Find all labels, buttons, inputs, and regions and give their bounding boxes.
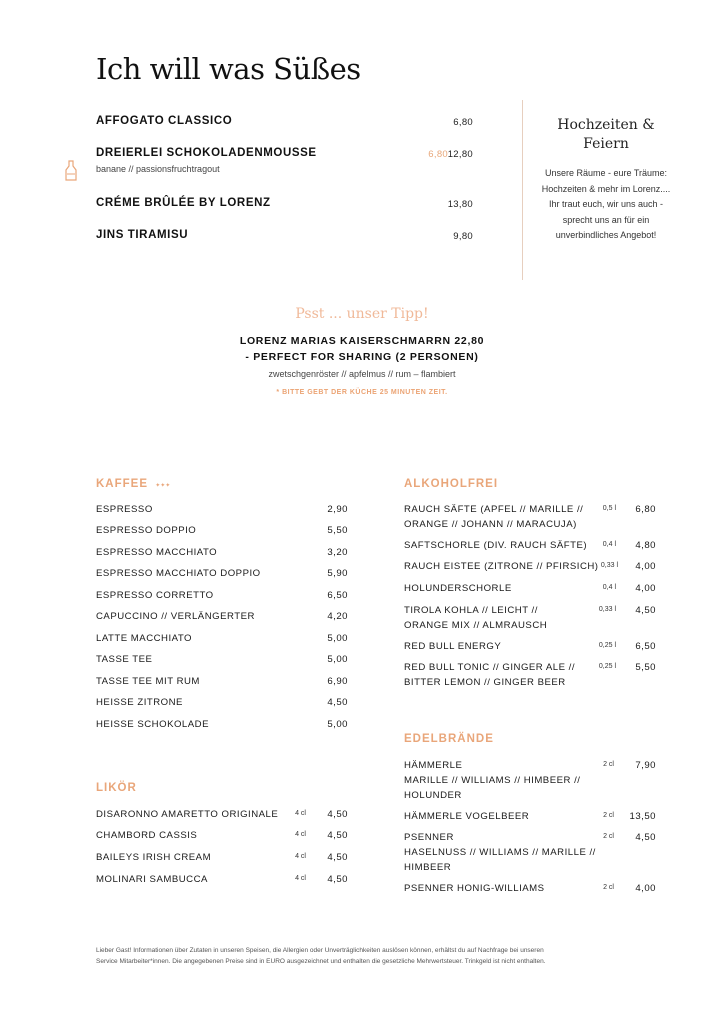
item-price: 2,90 bbox=[327, 504, 348, 515]
item-price: 6,50 bbox=[635, 641, 656, 652]
list-item: ESPRESSO CORRETTO bbox=[96, 590, 214, 601]
list-item-line: PSENNER HONIG-WILLIAMS bbox=[404, 883, 545, 894]
item-price: 5,00 bbox=[327, 654, 348, 665]
sidebar-title: Hochzeiten & Feiern bbox=[557, 117, 655, 152]
item-price: 4,50 bbox=[327, 874, 348, 885]
list-item: ESPRESSO MACCHIATO bbox=[96, 547, 218, 558]
tipp-line-2: - PERFECT FOR SHARING (2 PERSONEN) bbox=[245, 351, 479, 363]
tipp-note: * BITTE GEBT DER KÜCHE 25 MINUTEN ZEIT. bbox=[276, 389, 448, 396]
list-item: BAILEYS IRISH CREAM bbox=[96, 852, 212, 863]
item-price: 4,50 bbox=[327, 830, 348, 841]
list-item: DISARONNO AMARETTO ORIGINALE bbox=[96, 809, 279, 820]
item-volume: 4 cl bbox=[295, 831, 306, 838]
item-price: 4,00 bbox=[635, 583, 656, 594]
item-price: 6,90 bbox=[327, 676, 348, 687]
list-item: TASSE TEE bbox=[96, 654, 153, 665]
item-volume: 0,5 l bbox=[602, 505, 616, 512]
bottle-icon bbox=[64, 160, 78, 182]
coffee-beans-icon: ✦✦✦ bbox=[155, 483, 171, 489]
item-price: 13,50 bbox=[629, 811, 656, 822]
list-item-line: BITTER LEMON // GINGER BEER bbox=[404, 677, 566, 688]
list-item: HEISSE ZITRONE bbox=[96, 697, 183, 708]
list-item: ESPRESSO MACCHIATO DOPPIO bbox=[96, 568, 261, 579]
item-price: 4,80 bbox=[635, 540, 656, 551]
list-item-line: RED BULL ENERGY bbox=[404, 641, 502, 652]
item-volume: 0,4 l bbox=[602, 584, 616, 591]
item-price: 5,00 bbox=[327, 633, 348, 644]
dessert-price: 9,80 bbox=[453, 231, 473, 242]
list-item-line: SAFTSCHORLE (DIV. RAUCH SÄFTE) bbox=[404, 540, 588, 551]
list-item-line: RAUCH EISTEE (ZITRONE // PFIRSICH) bbox=[404, 561, 599, 572]
item-price: 5,50 bbox=[327, 525, 348, 536]
section-heading-edelbraende: EDELBRÄNDE bbox=[404, 733, 494, 745]
item-price: 5,50 bbox=[635, 662, 656, 673]
list-item-line: PSENNER bbox=[404, 832, 454, 843]
list-item-line: HIMBEER bbox=[404, 862, 452, 873]
section-heading-likoer: LIKÖR bbox=[96, 782, 137, 794]
vertical-divider bbox=[522, 100, 523, 280]
item-price: 5,00 bbox=[327, 719, 348, 730]
tipp-line-1: LORENZ MARIAS KAISERSCHMARRN 22,80 bbox=[239, 335, 485, 347]
item-volume: 0,33 l bbox=[598, 606, 616, 613]
item-volume: 0,4 l bbox=[602, 541, 616, 548]
item-volume: 2 cl bbox=[603, 761, 614, 768]
page-title: Ich will was Süßes bbox=[96, 52, 361, 86]
item-price: 4,50 bbox=[327, 697, 348, 708]
dessert-price: 12,80 bbox=[447, 149, 473, 160]
list-item: ESPRESSO DOPPIO bbox=[96, 525, 197, 536]
list-item-line: HÄMMERLE bbox=[404, 760, 463, 771]
list-item-line: HOLUNDERSCHORLE bbox=[404, 583, 512, 594]
dessert-price: 13,80 bbox=[447, 199, 473, 210]
item-volume: 4 cl bbox=[295, 810, 306, 817]
item-volume: 0,33 l bbox=[600, 562, 618, 569]
footer-note bbox=[96, 945, 628, 967]
item-volume: 0,25 l bbox=[598, 663, 616, 670]
list-item-line: TIROLA KOHLA // LEICHT // bbox=[404, 605, 538, 616]
item-volume: 2 cl bbox=[603, 884, 614, 891]
section-heading-kaffee bbox=[96, 478, 170, 490]
item-volume: 4 cl bbox=[295, 875, 306, 882]
tipp-description: zwetschgenröster // apfelmus // rum – flambiert bbox=[268, 369, 456, 379]
dessert-description: banane // passionsfruchtragout bbox=[96, 164, 220, 174]
list-item-line: HOLUNDER bbox=[404, 790, 462, 801]
item-price: 7,90 bbox=[635, 760, 656, 771]
tipp-title: Psst ... unser Tipp! bbox=[295, 306, 429, 322]
item-price: 4,50 bbox=[635, 832, 656, 843]
list-item: TASSE TEE MIT RUM bbox=[96, 676, 200, 687]
kaffee-heading-label: KAFFEE bbox=[96, 478, 148, 490]
list-item: CAPUCCINO // VERLÄNGERTER bbox=[96, 611, 255, 622]
list-item-line: MARILLE // WILLIAMS // HIMBEER // bbox=[404, 775, 581, 786]
item-price: 4,50 bbox=[327, 852, 348, 863]
item-price: 6,50 bbox=[327, 590, 348, 601]
section-heading-alkoholfrei: ALKOHOLFREI bbox=[404, 478, 499, 490]
dessert-name: DREIERLEI SCHOKOLADENMOUSSE bbox=[96, 147, 317, 159]
item-price: 4,00 bbox=[635, 883, 656, 894]
list-item: CHAMBORD CASSIS bbox=[96, 830, 198, 841]
list-item-line: HÄMMERLE VOGELBEER bbox=[404, 811, 530, 822]
dessert-alt-price: 6,80 bbox=[428, 149, 448, 160]
footer-line-2: Service Mitarbeiter*innen. Die angegebenen Preise sind in EURO ausgezeichnet und enthalten die gesetzliche Mehrwertsteuer. Trinkgeld ist nicht enthalten. bbox=[96, 958, 546, 965]
sidebar-text: Unsere Räume - eure Träume: Hochzeiten & mehr im Lorenz.... Ihr traut euch, wir uns auch - sprecht uns an für ein unverbindliches Angebot! bbox=[541, 168, 671, 240]
item-price: 3,20 bbox=[327, 547, 348, 558]
list-item-line: HASELNUSS // WILLIAMS // MARILLE // bbox=[404, 847, 596, 858]
item-price: 4,50 bbox=[327, 809, 348, 820]
list-item: HEISSE SCHOKOLADE bbox=[96, 719, 209, 730]
item-price: 4,50 bbox=[635, 605, 656, 616]
list-item-line: ORANGE MIX // ALMRAUSCH bbox=[404, 620, 548, 631]
dessert-name: AFFOGATO CLASSICO bbox=[96, 115, 233, 127]
item-price: 5,90 bbox=[327, 568, 348, 579]
list-item-line: RED BULL TONIC // GINGER ALE // bbox=[404, 662, 575, 673]
item-price: 6,80 bbox=[635, 504, 656, 515]
list-item-line: ORANGE // JOHANN // MARACUJA) bbox=[404, 519, 577, 530]
list-item: ESPRESSO bbox=[96, 504, 153, 515]
dessert-price: 6,80 bbox=[453, 117, 473, 128]
list-item: MOLINARI SAMBUCCA bbox=[96, 874, 208, 885]
list-item: LATTE MACCHIATO bbox=[96, 633, 192, 644]
item-volume: 4 cl bbox=[295, 853, 306, 860]
footer-line-1: Lieber Gast! Informationen über Zutaten in unseren Speisen, die Allergien oder Unverträglichkeiten auslösen können, erhältst du auf Nachfrage bei unseren bbox=[96, 947, 544, 954]
item-volume: 2 cl bbox=[603, 812, 614, 819]
item-volume: 0,25 l bbox=[598, 642, 616, 649]
dessert-name: CRÉME BRÛLÉE BY LORENZ bbox=[96, 197, 271, 209]
list-item-line: RAUCH SÄFTE (APFEL // MARILLE // bbox=[404, 504, 584, 515]
item-volume: 2 cl bbox=[603, 833, 614, 840]
item-price: 4,00 bbox=[635, 561, 656, 572]
item-price: 4,20 bbox=[327, 611, 348, 622]
dessert-name: JINS TIRAMISU bbox=[96, 229, 189, 241]
